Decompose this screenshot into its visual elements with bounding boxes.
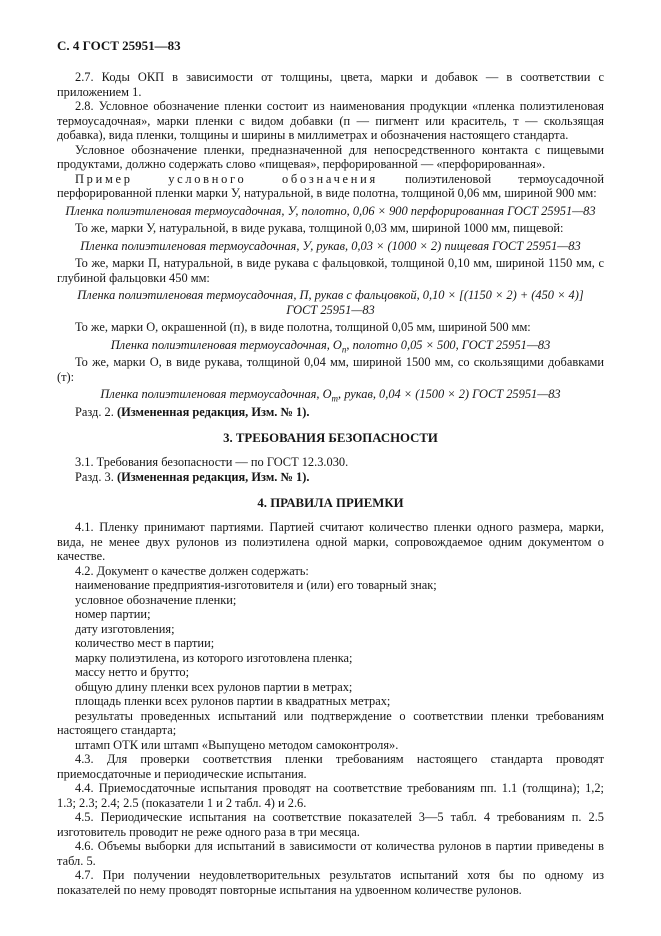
list-item: общую длину пленки всех рулонов партии в метрах; — [75, 679, 353, 694]
example-4-pre: Пленка полиэтиленовая термоусадочная, О — [110, 337, 342, 352]
list-item: массу нетто и брутто; — [75, 665, 190, 680]
paragraph-razd-2 — [57, 405, 604, 420]
example-designation-4 — [57, 338, 604, 353]
paragraph-4-2: 4.2. Документ о качестве должен содержать: — [75, 563, 309, 578]
section-heading-3: 3. ТРЕБОВАНИЯ БЕЗОПАСНОСТИ — [223, 431, 438, 446]
list-item: количество мест в партии; — [75, 636, 215, 651]
example-designation-5 — [57, 387, 604, 402]
page-header: С. 4 ГОСТ 25951—83 — [57, 38, 181, 53]
list-item: результаты проведенных испытаний или подтверждение о соответствии пленки требованиям настоящего стандарта; — [57, 708, 604, 738]
razd-2-label: Разд. 2. — [75, 404, 117, 419]
example-5-subscript: т — [331, 393, 339, 404]
razd-3-label: Разд. 3. — [75, 469, 117, 484]
section-heading-4: 4. ПРАВИЛА ПРИЕМКИ — [257, 496, 404, 511]
example-designation-1: Пленка полиэтиленовая термоусадочная, У, полотно, 0,06 × 900 перфорированная ГОСТ 25951—83 — [65, 203, 596, 218]
paragraph-3-1: 3.1. Требования безопасности — по ГОСТ 12.3.030. — [75, 455, 349, 470]
razd-2-amendment: (Измененная редакция, Изм. № 1). — [116, 404, 310, 419]
example-designation-3 — [57, 288, 604, 317]
paragraph-same-mark-u: То же, марки У, натуральной, в виде рукава, толщиной 0,03 мм, шириной 1000 мм, пищевой: — [75, 221, 564, 236]
list-item: дату изготовления; — [75, 621, 175, 636]
example-4-subscript: п — [341, 344, 347, 355]
paragraph-4-5: 4.5. Периодические испытания на соответствие показателей 3—5 табл. 4 требованиям п. 2.5 изготовитель проводит не реже одного раза в три месяца. — [57, 810, 604, 839]
example-intro-spaced-text: Пример условного обозначения — [75, 171, 378, 186]
paragraph-same-mark-o-painted: То же, марки О, окрашенной (п), в виде полотна, толщиной 0,05 мм, шириной 500 мм: — [75, 320, 531, 335]
list-item: штамп ОТК или штамп «Выпущено методом самоконтроля». — [75, 737, 399, 752]
paragraph-contact-food: Условное обозначение пленки, предназначенной для непосредственного контакта с пищевыми продуктами, должно содержать слово «пищевая», перфорированной — «перфорированная». — [57, 142, 604, 172]
list-item: площадь пленки всех рулонов партии в квадратных метрах; — [75, 694, 391, 709]
example-3-line-1: Пленка полиэтиленовая термоусадочная, П, рукав с фальцовкой, 0,10 × [(1150 × 2) + (450 × 4)] — [77, 288, 584, 303]
example-3-line-2: ГОСТ 25951—83 — [286, 302, 375, 317]
paragraph-same-mark-o-sliding: То же, марки О, в виде рукава, толщиной 0,04 мм, шириной 1500 мм, со скользящими добавками (т): — [57, 355, 604, 384]
example-5-post: , рукав, 0,04 × (1500 × 2) ГОСТ 25951—83 — [338, 387, 561, 402]
paragraph-example-intro — [57, 172, 604, 201]
paragraph-4-3: 4.3. Для проверки соответствия пленки требованиям настоящего стандарта проводят приемосдаточные и периодические испытания. — [57, 752, 604, 781]
paragraph-4-7: 4.7. При получении неудовлетворительных результатов испытаний хотя бы по одному из показателей по нему проводят повторные испытания на удвоенном количестве рулонов. — [57, 868, 604, 897]
paragraph-4-1: 4.1. Пленку принимают партиями. Партией считают количество пленки одного размера, марки, вида, не менее двух рулонов из полиэтилена одной марки, сопровождаемое одним документом о качестве. — [57, 520, 604, 564]
paragraph-4-4: 4.4. Приемосдаточные испытания проводят на соответствие требованиям пп. 1.1 (толщина); 1,2; 1.3; 2.3; 2.4; 2.5 (показатели 1 и 2 табл. 4) и 2.6. — [57, 781, 604, 810]
example-designation-2: Пленка полиэтиленовая термоусадочная, У, рукав, 0,03 × (1000 × 2) пищевая ГОСТ 25951—83 — [80, 238, 581, 253]
list-item: марку полиэтилена, из которого изготовлена пленка; — [75, 650, 353, 665]
paragraph-razd-3 — [57, 470, 604, 485]
paragraph-2-8: 2.8. Условное обозначение пленки состоит из наименования продукции «пленка полиэтиленовая термоусадочная», марки пленки с видом добавки (п — пигмент или краситель, т — скользящая добавка), вида пленки, толщины и ширины в миллиметрах и обозначения настоящего стандарта. — [57, 99, 604, 143]
razd-3-amendment: (Измененная редакция, Изм. № 1). — [116, 469, 310, 484]
list-item: номер партии; — [75, 607, 151, 622]
example-5-pre: Пленка полиэтиленовая термоусадочная, О — [100, 387, 332, 402]
paragraph-same-mark-p: То же, марки П, натуральной, в виде рукава с фальцовкой, толщиной 0,10 мм, шириной 1150 мм, с глубиной фальцовки 450 мм: — [57, 256, 604, 285]
paragraph-2-7: 2.7. Коды ОКП в зависимости от толщины, цвета, марки и добавок — в соответствии с приложением 1. — [57, 70, 604, 99]
list-item: условное обозначение пленки; — [75, 592, 237, 607]
example-4-post: , полотно 0,05 × 500, ГОСТ 25951—83 — [346, 337, 551, 352]
list-item: наименование предприятия-изготовителя и (или) его товарный знак; — [75, 578, 437, 593]
example-intro-rest-text: полиэтиленовой термоусадочной перфорированной пленки марки У, натуральной, в виде полотна, толщиной 0,06 мм, шириной 900 мм: — [57, 171, 604, 201]
paragraph-4-6: 4.6. Объемы выборки для испытаний в зависимости от количества рулонов в партии приведены в табл. 5. — [57, 839, 604, 868]
